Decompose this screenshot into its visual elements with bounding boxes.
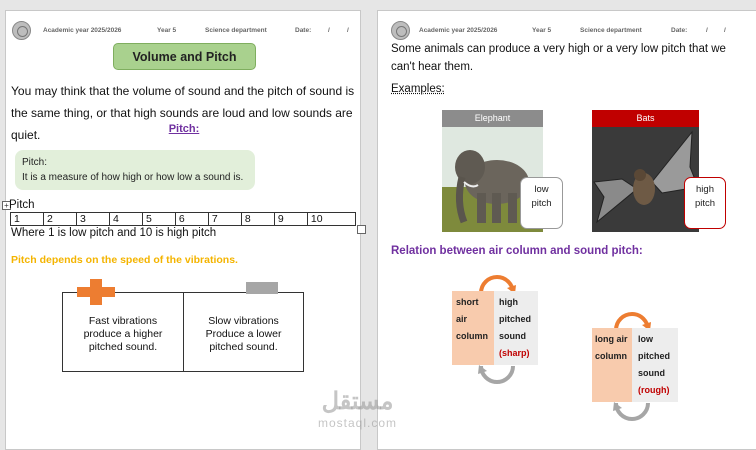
intro-paragraph: You may think that the volume of sound and the pitch of sound is the same thing, or that high sounds are loud and low sounds are quiet. (11, 84, 355, 142)
cycle-text-line: sound (499, 331, 526, 341)
long-column-cycle (592, 311, 682, 426)
worksheet-page-1 (5, 10, 361, 450)
page-header (391, 21, 751, 41)
academic-year: Academic year 2025/2026 (419, 27, 498, 34)
school-seal-icon (391, 21, 410, 40)
pitch-heading: Pitch: (168, 123, 200, 135)
date-label: Date: (295, 27, 312, 34)
cycle-note: (sharp) (499, 348, 530, 358)
cycle-text-line: short (456, 297, 479, 307)
scale-cell: 10 (307, 213, 355, 226)
page-title: Volume and Pitch (113, 43, 256, 70)
callout-line: high (696, 184, 714, 195)
pitch-scale-label: Pitch (9, 199, 35, 211)
short-column-cycle (452, 274, 542, 389)
pitch-scale-table (10, 212, 356, 226)
watermark (318, 388, 397, 430)
cycle-left-text (456, 294, 488, 345)
minus-icon (246, 282, 278, 294)
date-sep: / (724, 27, 726, 34)
cycle-arrow-bottom-icon (477, 365, 517, 385)
watermark-arabic: مستقل (321, 388, 394, 415)
cycle-right-text (638, 331, 670, 399)
elephant-pitch-callout (520, 177, 563, 229)
cycle-text-line: high (499, 297, 518, 307)
scale-cell: 3 (76, 213, 109, 226)
cycle-text-line: column (595, 351, 628, 361)
relation-heading: Relation between air column and sound pitch: (391, 245, 643, 257)
definition-label: Pitch: (22, 157, 48, 168)
cycle-text-line: pitched (638, 351, 671, 361)
scale-cell: 8 (241, 213, 274, 226)
scale-cell: 7 (208, 213, 241, 226)
cycle-arrow-bottom-icon (612, 402, 652, 422)
callout-line: pitch (694, 198, 716, 209)
bat-photo (592, 127, 699, 232)
plus-icon (77, 279, 115, 305)
date-sep: / (347, 27, 349, 34)
school-seal-icon (12, 21, 31, 40)
scale-note: Where 1 is low pitch and 10 is high pitch (11, 227, 217, 239)
fast-line: Fast vibrations (88, 315, 158, 327)
cycle-text-line: pitched (499, 314, 532, 324)
slow-line: Slow vibrations (208, 315, 279, 327)
scale-cell: 1 (11, 213, 44, 226)
cycle-text-line: column (456, 331, 489, 341)
watermark-latin: mostaql.com (318, 416, 398, 430)
cycle-right-text (499, 294, 531, 362)
year-level: Year 5 (157, 27, 177, 34)
cycle-text-line: air (456, 314, 468, 324)
department: Science department (580, 27, 642, 34)
slow-line: pitched sound. (209, 341, 278, 353)
academic-year: Academic year 2025/2026 (43, 27, 122, 34)
definition-text: It is a measure of how high or how low a sound is. (22, 172, 244, 183)
fast-line: produce a higher (83, 328, 163, 340)
department: Science department (205, 27, 267, 34)
scale-cell: 2 (43, 213, 76, 226)
cycle-note: (rough) (638, 385, 670, 395)
scale-cell: 4 (109, 213, 142, 226)
scale-cell: 6 (175, 213, 208, 226)
scale-cell: 5 (142, 213, 175, 226)
page-header (12, 21, 357, 41)
callout-line: pitch (531, 198, 552, 209)
cycle-text-line: sound (638, 368, 665, 378)
cycle-text-line: low (638, 334, 653, 344)
bats-pitch-callout (684, 177, 726, 229)
animals-intro: Some animals can produce a very high or a very low pitch that we can't hear them. (391, 43, 726, 73)
examples-label: Examples: (391, 83, 445, 95)
callout-line: low (534, 184, 549, 195)
definition-box (15, 150, 255, 190)
cycle-left-text (595, 331, 628, 365)
slow-line: Produce a lower (205, 328, 282, 340)
worksheet-page-2 (377, 10, 756, 450)
bats-label: Bats (592, 110, 699, 127)
date-sep: / (328, 27, 330, 34)
elephant-label: Elephant (442, 110, 543, 127)
scale-cell: 9 (274, 213, 307, 226)
table-move-handle-icon[interactable]: + (2, 201, 11, 210)
speed-heading: Pitch depends on the speed of the vibrations. (11, 254, 238, 266)
fast-line: pitched sound. (88, 341, 158, 353)
year-level: Year 5 (532, 27, 552, 34)
date-label: Date: (671, 27, 688, 34)
cycle-text-line: long air (595, 334, 628, 344)
slow-vibrations-cell (184, 293, 303, 371)
table-resize-handle[interactable] (357, 225, 366, 234)
date-sep: / (706, 27, 708, 34)
